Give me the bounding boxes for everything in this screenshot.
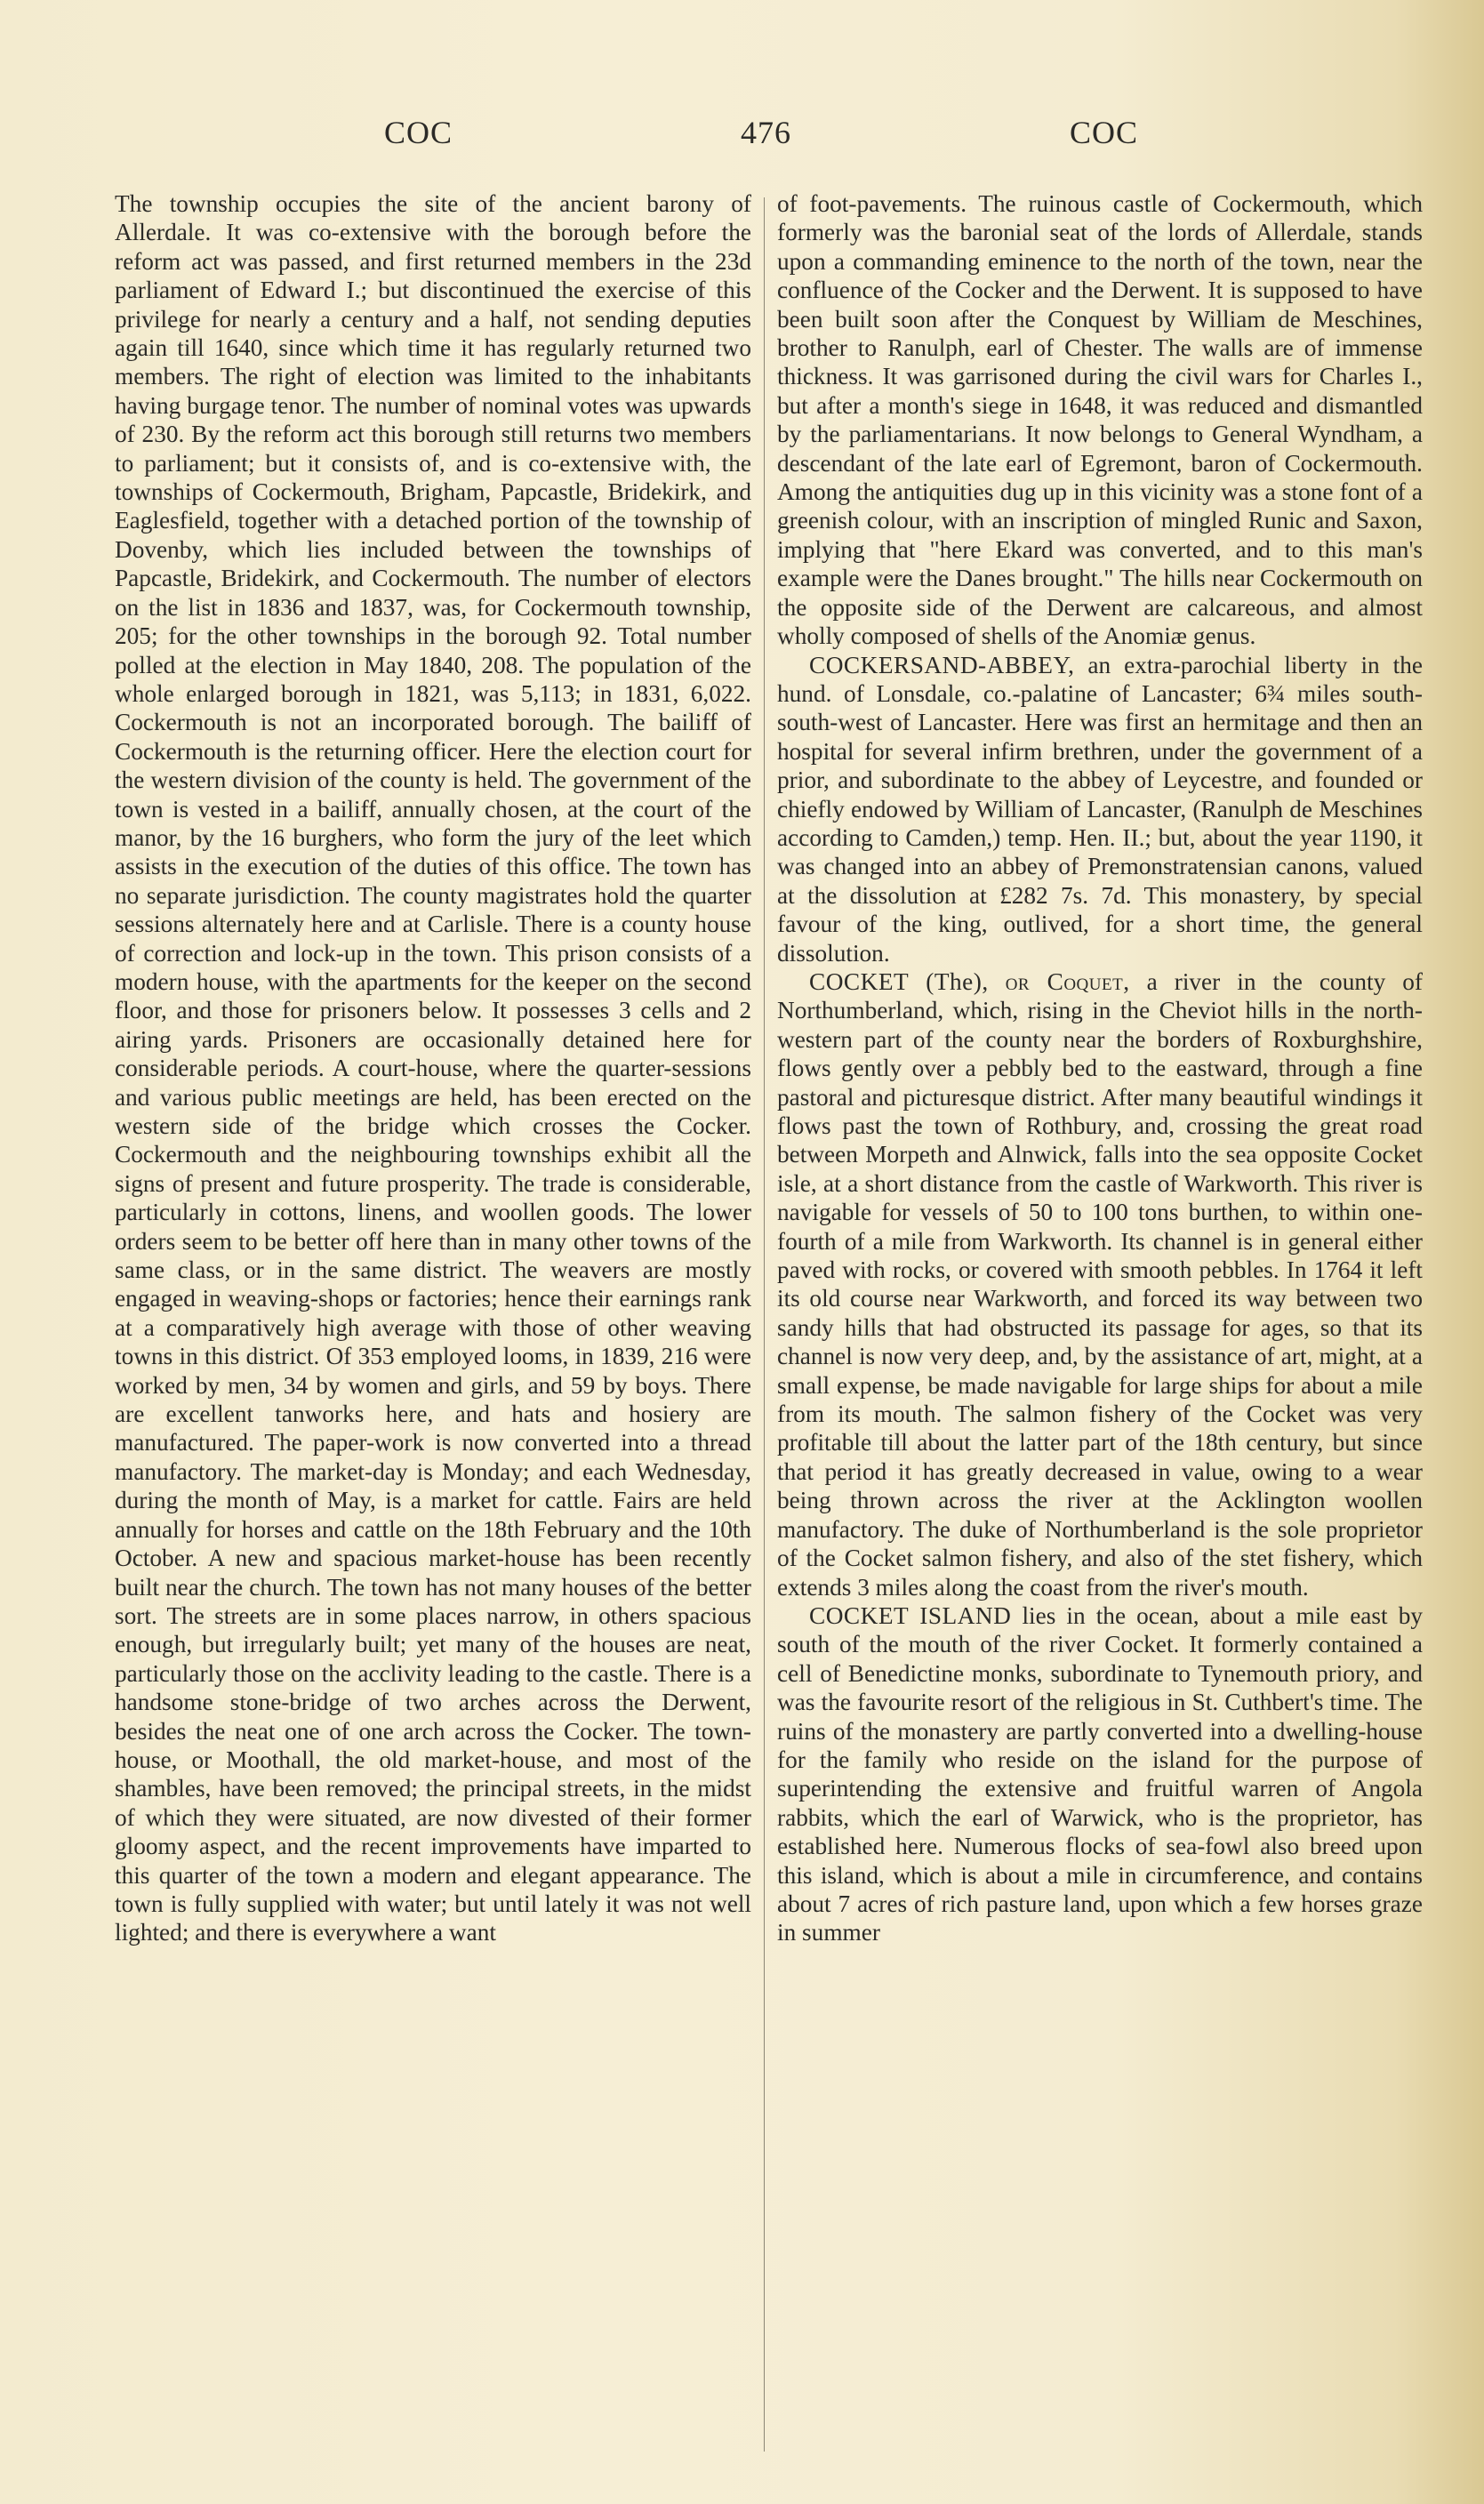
- entry-cockersand-abbey: [777, 651, 1423, 967]
- entry-headword: COCKET (The),: [809, 967, 989, 995]
- left-column: [115, 189, 751, 1947]
- entry-text: an extra-parochial liberty in the hund. of Lonsdale, co.-palatine of Lancaster; 6¾ miles south-south-west of Lancaster. Here was first an hermitage and then an hospital for several infirm brethren, under the government of a prior, and subordinate to the abbey of Leycestre, and founded or chiefly endowed by William of Lancaster, (Ranulph de Meschines according to Camden,) temp. Hen. II.; but, about the year 1190, it was changed into an abbey of Premonstratensian canons, valued at the dissolution at £282 7s. 7d. This monastery, by special favour of the king, outlived, for a short time, the general dissolution.: [777, 651, 1423, 967]
- entry-text: a river in the county of Northumberland, which, rising in the Cheviot hills in the north-western part of the county near the borders of Roxburghshire, flows gently over a pebbly bed to the eastward, through a fine pastoral and picturesque district. After many beautiful windings it flows past the town of Rothbury, and, crossing the great road between Morpeth and Alnwick, falls into the sea opposite Cocket isle, at a short distance from the castle of Warkworth. This river is navigable for vessels of 50 to 100 tons burthen, to within one-fourth of a mile from Warkworth. Its channel is in general either paved with rocks, or covered with smooth pebbles. In 1764 it left its old course near Warkworth, and forced its way between two sandy hills that had obstructed its passage for ages, so that its channel is now very deep, and, by the assistance of art, might, at a small expense, be made navigable for large ships for about a mile from its mouth. The salmon fishery of the Cocket was very profitable till about the latter part of the 18th century, but since that period it has greatly decreased in value, owing to a wear being thrown across the river at the Acklington woollen manufactory. The duke of Northumberland is the sole proprietor of the Cocket salmon fishery, and also of the stet fishery, which extends 3 miles along the coast from the river's mouth.: [777, 967, 1423, 1601]
- entry-cocket-river: [777, 967, 1423, 1601]
- entry-text: lies in the ocean, about a mile east by south of the mouth of the river Cocket. It formerly contained a cell of Benedictine monks, subordinate to Tynemouth priory, and was the favourite resort of the religious in St. Cuthbert's time. The ruins of the monastery are partly converted into a dwelling-house for the family who reside on the island for the purpose of superintending the extensive and fruitful warren of Angola rabbits, which the earl of Warwick, who is the proprietor, has established here. Numerous flocks of sea-fowl also breed upon this island, which is about a mile in circumference, and contains about 7 acres of rich pasture land, upon which a few horses graze in summer: [777, 1601, 1423, 1946]
- entry-headword: COCKET ISLAND: [809, 1601, 1012, 1629]
- cockermouth-castle-paragraph: of foot-pavements. The ruinous castle of Cockermouth, which formerly was the baronial seat of the lords of Allerdale, stands upon a commanding eminence to the north of the town, near the confluence of the Cocker and the Derwent. It is supposed to have been built soon after the Conquest by William de Meschines, brother to Ranulph, earl of Chester. The walls are of immense thickness. It was garrisoned during the civil wars for Charles I., but after a month's siege in 1648, it was reduced and dismantled by the parliamentarians. It now belongs to General Wyndham, a descendant of the late earl of Egremont, baron of Cockermouth. Among the antiquities dug up in this vicinity was a stone font of a greenish colour, with an inscription of mingled Runic and Saxon, implying that "here Ekard was converted, and to this man's example were the Danes brought." The hills near Cockermouth on the opposite side of the Derwent are calcareous, and almost wholly composed of shells of the Anomiæ genus.: [777, 190, 1423, 650]
- column-divider: [764, 197, 765, 2452]
- running-header: [0, 114, 1484, 167]
- entry-alt-name: or Coquet,: [1005, 967, 1130, 995]
- right-column: [777, 189, 1423, 1947]
- header-right-catchword: COC: [1070, 115, 1139, 150]
- cockermouth-continued-paragraph: The township occupies the site of the ancient barony of Allerdale. It was co-extensive with the borough before the reform act was passed, and first returned members in the 23d parliament of Edward I.; but discontinued the exercise of this privilege for nearly a century and a half, not sending deputies again till 1640, since which time it has regularly returned two members. The right of election was limited to the inhabitants having burgage tenor. The number of nominal votes was upwards of 230. By the reform act this borough still returns two members to parliament; but it consists of, and is co-extensive with, the townships of Cockermouth, Brigham, Papcastle, Bridekirk, and Eaglesfield, together with a detached portion of the township of Dovenby, which lies included between the townships of Papcastle, Bridekirk, and Cockermouth. The number of electors on the list in 1836 and 1837, was, for Cockermouth township, 205; for the other townships in the borough 92. Total number polled at the election in May 1840, 208. The population of the whole enlarged borough in 1821, was 5,113; in 1831, 6,022. Cockermouth is not an incorporated borough. The bailiff of Cockermouth is the returning officer. Here the election court for the western division of the county is held. The government of the town is vested in a bailiff, annually chosen, at the court of the manor, by the 16 burghers, who form the jury of the leet which assists in the execution of the duties of this office. The town has no separate jurisdiction. The county magistrates hold the quarter sessions alternately here and at Carlisle. There is a county house of correction and lock-up in the town. This prison consists of a modern house, with the apartments for the keeper on the second floor, and those for prisoners below. It possesses 3 cells and 2 airing yards. Prisoners are occasionally detained here for considerable periods. A court-house, where the quarter-sessions and various public meetings are held, has been erected on the western side of the bridge which crosses the Cocker. Cockermouth and the neighbouring townships exhibit all the signs of present and future prosperity. The trade is considerable, particularly in cottons, linens, and woollen goods. The lower orders seem to be better off here than in many other towns of the same class, or in the same district. The weavers are mostly engaged in weaving-shops or factories; hence their earnings rank at a comparatively high average with those of other weaving towns in this district. Of 353 employed looms, in 1839, 216 were worked by men, 34 by women and girls, and 59 by boys. There are excellent tanworks here, and hats and hosiery are manufactured. The paper-work is now converted into a thread manufactory. The market-day is Monday; and each Wednesday, during the month of May, is a market for cattle. Fairs are held annually for horses and cattle on the 18th February and the 10th October. A new and spacious market-house has been recently built near the church. The town has not many houses of the better sort. The streets are in some places narrow, in others spacious enough, but irregularly built; yet many of the houses are neat, particularly those on the acclivity leading to the castle. There is a handsome stone-bridge of two arches across the Derwent, besides the neat one of one arch across the Cocker. The town-house, or Moothall, the old market-house, and most of the shambles, have been removed; the principal streets, in the midst of which they were situated, are now divested of their former gloomy aspect, and the recent improvements have imparted to this quarter of the town a modern and elegant appearance. The town is fully supplied with water; but until lately it was not well lighted; and there is everywhere a want: [115, 190, 751, 1946]
- entry-cocket-island: [777, 1601, 1423, 1947]
- entry-headword: COCKERSAND-ABBEY,: [809, 651, 1075, 678]
- page-number: 476: [741, 115, 791, 150]
- header-left-catchword: COC: [384, 115, 453, 150]
